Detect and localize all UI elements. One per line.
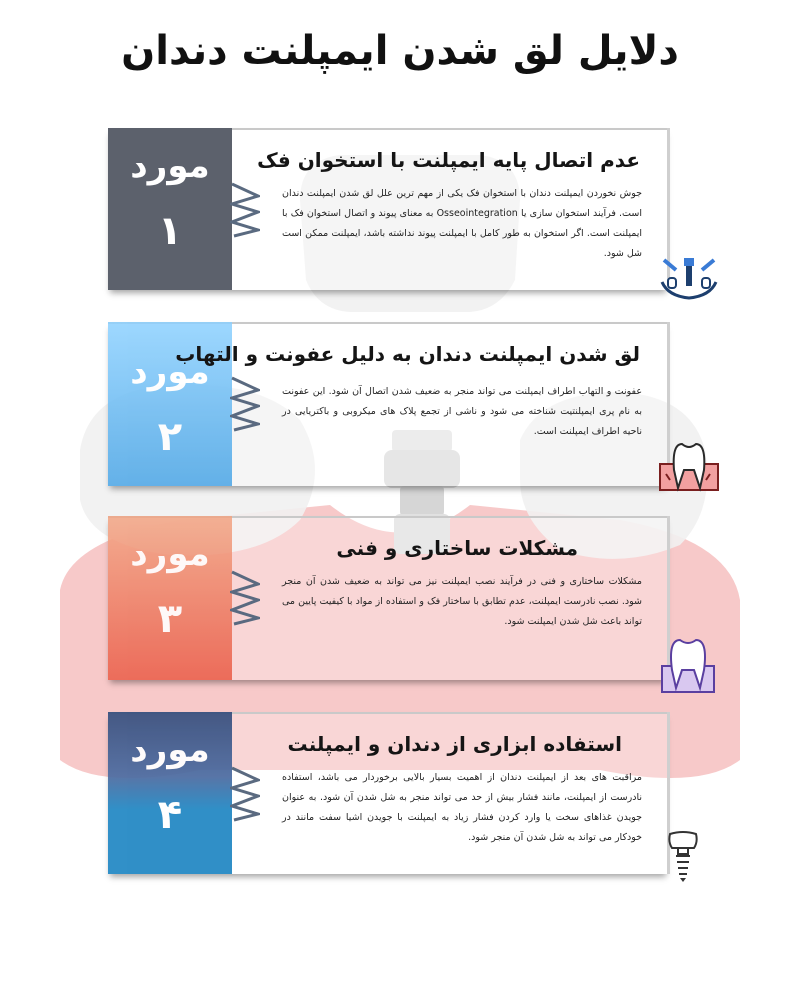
scribble-decoration — [230, 570, 260, 626]
badge-word: مورد — [130, 146, 210, 186]
reason-card-3 — [108, 516, 668, 680]
card-title: عدم اتصال پایه ایمپلنت با استخوان فک — [257, 148, 640, 172]
inflamed-tooth-icon — [658, 440, 720, 492]
card-body: جوش نخوردن ایمپلنت دندان با استخوان فک یکی از مهم ترین علل لق شدن ایمپلنت دندان است. فرآیند استخوان سازی یا Osseointegration به معنای پیوند و اتصال استخوان فک با ایمپلنت است. اگر استخوان به طور کامل با ایمپلنت پیوند نداشته باشد، ایمپلنت ممکن است شل شود. — [282, 188, 642, 259]
card-badge — [108, 128, 232, 290]
reason-card-2 — [108, 322, 668, 486]
card-body: مراقبت های بعد از ایمپلنت دندان از اهمیت بسیار بالایی برخوردار می باشد، استفاده نادرست از ایمپلنت، مانند فشار بیش از حد می تواند منجر به شل شدن آن شود. به عنوان جویدن غذاهای سخت یا وارد کردن فشار زیاد به ایمپلنت با جویدن اشیا سفت مانند در خودکار می تواند به شل شدن آن منجر شود. — [282, 772, 642, 843]
badge-number: ۴ — [157, 792, 183, 838]
scribble-decoration — [230, 766, 260, 822]
card-badge — [108, 712, 232, 874]
tooth-gum-outline-icon — [660, 636, 716, 694]
teeth-implant-arrows-icon — [658, 252, 720, 300]
card-body: عفونت و التهاب اطراف ایمپلنت می تواند منجر به ضعیف شدن اتصال آن شود. این عفونت به نام پری ایمپلنتیت شناخته می شود و ناشی از تجمع پلاک های میکروبی و باکتریایی در ناحیه اطراف ایمپلنت است. — [282, 386, 642, 437]
scribble-decoration — [230, 376, 260, 432]
badge-number: ۳ — [157, 596, 183, 642]
page-title: دلایل لق شدن ایمپلنت دندان — [121, 28, 679, 74]
reason-card-1 — [108, 128, 668, 290]
badge-word: مورد — [130, 534, 210, 574]
reason-card-4 — [108, 712, 668, 874]
card-title: لق شدن ایمپلنت دندان به دلیل عفونت و التهاب — [175, 342, 640, 366]
card-body: مشکلات ساختاری و فنی در فرآیند نصب ایمپلنت نیز می تواند به ضعیف شدن آن منجر شود. نصب نادرست ایمپلنت، عدم تطابق با ساختار فک و استفاده از مواد با کیفیت پایین می تواند باعث شل شدن ایمپلنت شود. — [282, 576, 642, 627]
card-title: استفاده ابزاری از دندان و ایمپلنت — [287, 732, 622, 756]
badge-number: ۲ — [157, 414, 183, 460]
badge-word: مورد — [130, 352, 210, 392]
implant-tooth-outline-icon — [666, 830, 700, 882]
badge-number: ۱ — [157, 208, 183, 254]
badge-word: مورد — [130, 730, 210, 770]
scribble-decoration — [230, 182, 260, 238]
card-badge — [108, 516, 232, 680]
card-title: مشکلات ساختاری و فنی — [336, 536, 578, 560]
